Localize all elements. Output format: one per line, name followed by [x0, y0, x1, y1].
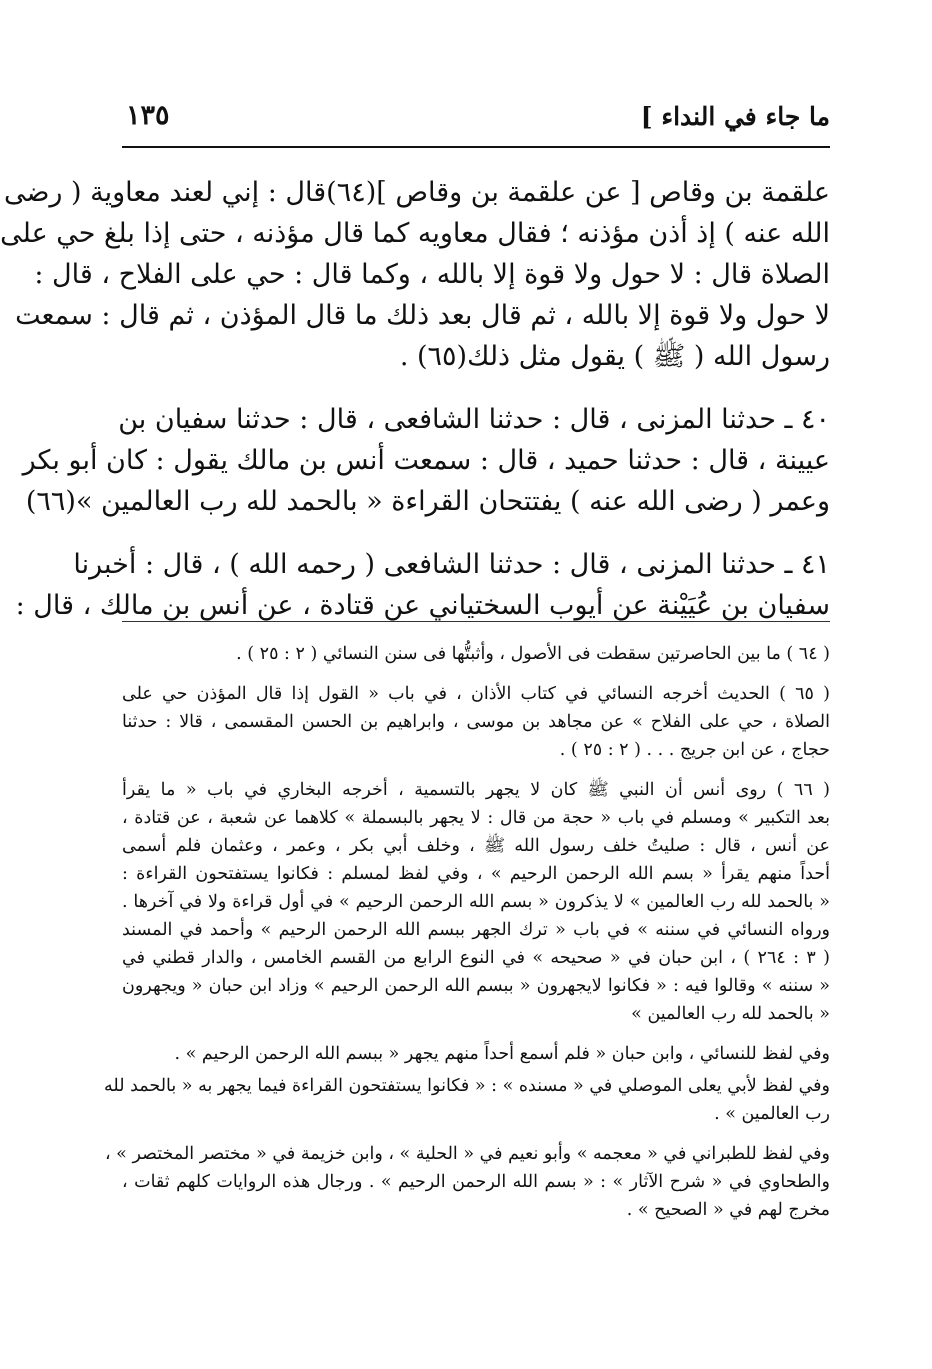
text-line: وعمر ( رضى الله عنه ) يفتتحان القراءة « بالحمد لله رب العالمين »(٦٦): [25, 486, 830, 517]
footnotes: [104, 640, 831, 1236]
page-number: ١٣٥: [126, 100, 170, 131]
text-line: ( ٦٦ ) روى أنس أن النبي ﷺ كان لا يجهر بالتسمية ، أخرجه البخاري في باب « ما يقرأ: [122, 780, 831, 800]
text-line: الصلاة ، حي على الفلاح » عن مجاهد بن موسى ، وابراهيم بن الحسن المقسمى ، قالا : حدثنا: [122, 712, 830, 732]
text-line: وفي لفظ لأبي يعلى الموصلي في « مسنده » : « فكانوا يستفتحون القراءة فيما يجهر به « بالحمد لله: [104, 1076, 830, 1096]
text-line: والطحاوي في « شرح الآثار » : « بسم الله الرحمن الرحيم » . ورجال هذه الروايات كلهم ثقات ،: [122, 1172, 830, 1192]
running-header: [122, 96, 830, 148]
text-line: حجاج ، عن ابن جريج . . . ( ٢ : ٢٥ ) .: [559, 740, 830, 760]
text-line: أحداً منهم يقرأ « بسم الله الرحمن الرحيم » ، وفي لفظ لمسلم : فكانوا يستفتحون القراءة :: [122, 864, 830, 884]
text-line: مخرج لهم في « الصحيح » .: [626, 1200, 830, 1220]
text-line: وفي لفظ للنسائي ، وابن حبان « فلم أسمع أحداً منهم يجهر « ببسم الله الرحمن الرحيم » .: [174, 1044, 830, 1064]
text-line: ( ٦٥ ) الحديث أخرجه النسائي في كتاب الأذان ، في باب « القول إذا قال المؤذن حي على: [122, 684, 831, 704]
text-line: ( ٣ : ٢٦٤ ) ، ابن حبان في « صحيحه » في النوع الرابع من القسم الخامس ، والدار قطني في: [122, 948, 830, 968]
paragraph: [22, 399, 830, 522]
text-line: رسول الله ( ﷺ ) يقول مثل ذلك(٦٥) .: [399, 341, 830, 372]
footnote: [104, 1072, 830, 1128]
text-line: « سننه » وقالوا فيه : « فكانوا لايجهرون « ببسم الله الرحمن الرحيم » وزاد ابن حبان « ويجهرون: [122, 976, 830, 996]
footnote-separator: [122, 621, 830, 622]
text-line: ٤١ ـ حدثنا المزنى ، قال : حدثنا الشافعى ( رحمه الله ) ، قال : أخبرنا: [73, 549, 830, 580]
paragraph: [15, 544, 830, 626]
footnote: [122, 680, 830, 764]
paragraph: [0, 172, 830, 377]
text-line: الله عنه ) إذ أذن مؤذنه ؛ فقال معاويه كما قال مؤذنه ، حتى إذا بلغ حي على: [0, 218, 830, 249]
text-line: ٤٠ ـ حدثنا المزنى ، قال : حدثنا الشافعى ، قال : حدثنا سفيان بن: [118, 404, 830, 435]
text-line: رب العالمين » .: [714, 1104, 830, 1124]
footnote: [104, 1140, 830, 1224]
footnote: [122, 776, 830, 1028]
text-line: « بالحمد لله رب العالمين »: [631, 1004, 830, 1024]
text-line: « بالحمد لله رب العالمين » لا يذكرون « بسم الله الرحمن الرحيم » في أول قراءة ولا في آخرها .: [122, 892, 830, 912]
main-text: [0, 172, 830, 648]
text-line: سفيان بن عُيَيْنة عن أيوب السختياني عن قتادة ، عن أنس بن مالك ، قال :: [15, 590, 830, 621]
footnote: [122, 640, 830, 668]
text-line: عيينة ، قال : حدثنا حميد ، قال : سمعت أنس بن مالك يقول : كان أبو بكر: [22, 445, 830, 476]
text-line: بعد التكبير » ومسلم في باب « حجة من قال : لا يجهر بالبسملة » كلاهما عن شعبة ، عن قتادة ،: [122, 808, 830, 828]
chapter-title: ما جاء في النداء ]: [640, 102, 830, 131]
footnote: [122, 1040, 830, 1068]
text-line: الصلاة قال : لا حول ولا قوة إلا بالله ، وكما قال : حي على الفلاح ، قال :: [34, 259, 830, 290]
text-line: علقمة بن وقاص [ عن علقمة بن وقاص ](٦٤)قال : إني لعند معاوية ( رضى: [3, 177, 830, 208]
text-line: ( ٦٤ ) ما بين الحاصرتين سقطت فى الأصول ، وأثبتُّها فى سنن النسائي ( ٢ : ٢٥ ) .: [236, 644, 830, 664]
text-line: وفي لفظ للطبراني في « معجمه » وأبو نعيم في « الحلية » ، وابن خزيمة في « مختصر المختصر » ،: [104, 1144, 830, 1164]
text-line: عن أنس ، قال : صليتُ خلف رسول الله ﷺ ، وخلف أبي بكر ، وعمر ، وعثمان فلم أسمى: [122, 836, 830, 856]
text-line: ورواه النسائي في سننه » في باب « ترك الجهر ببسم الله الرحمن الرحيم » وأحمد في المسند: [122, 920, 830, 940]
text-line: لا حول ولا قوة إلا بالله ، ثم قال بعد ذلك ما قال المؤذن ، ثم قال : سمعت: [15, 300, 830, 331]
